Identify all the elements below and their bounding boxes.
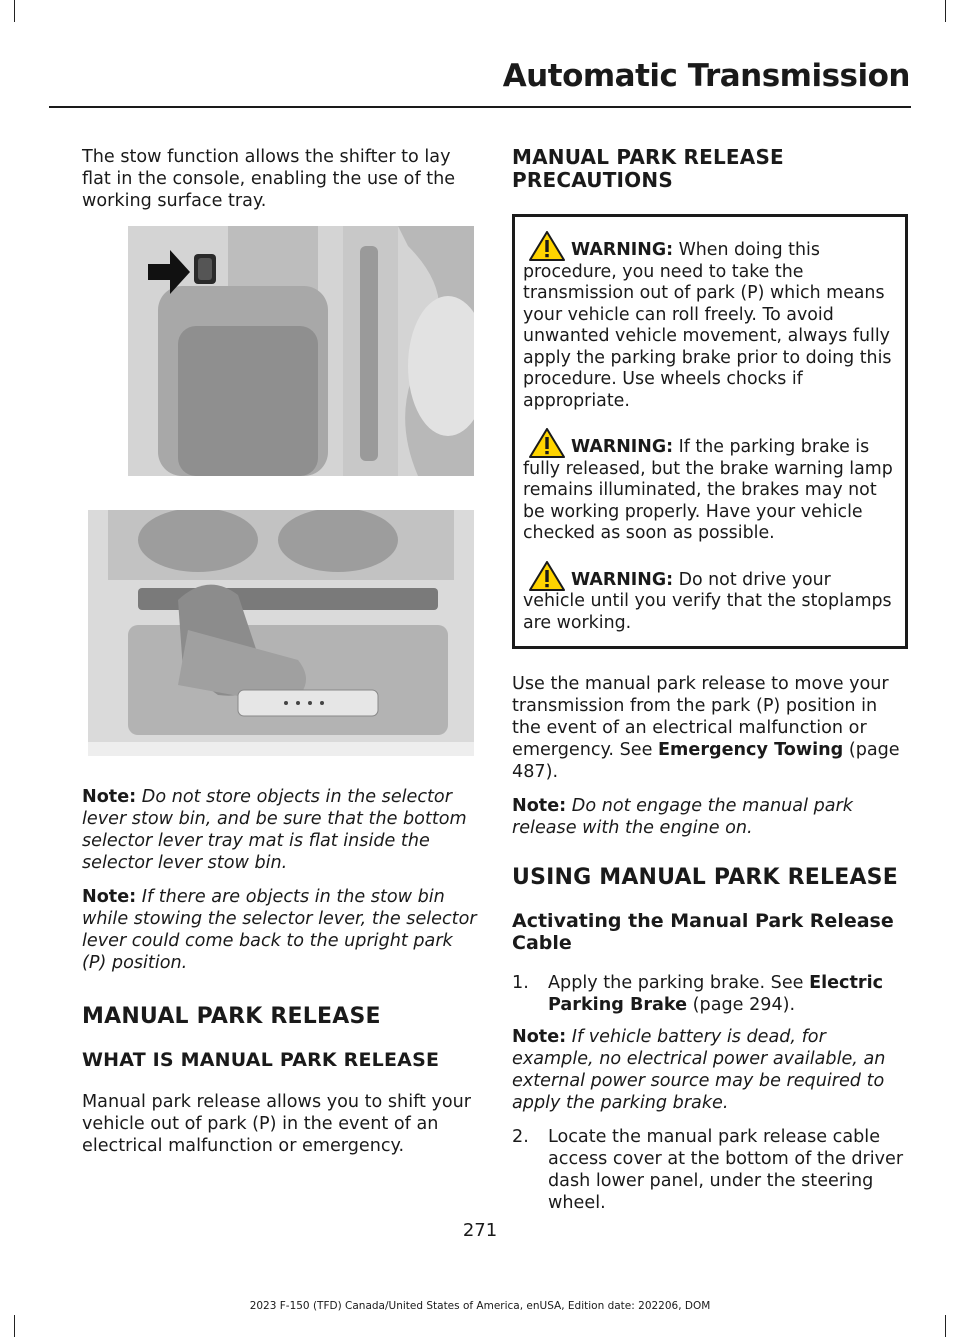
crop-mark xyxy=(945,0,946,22)
warning-triangle-icon xyxy=(529,428,565,458)
note-engine-on: Note: Do not engage the manual park release with the engine on. xyxy=(512,796,853,838)
note-stow-objects: Note: If there are objects in the stow bin while stowing the selector lever, the selector lever could come back to the upright park (P) position. xyxy=(82,887,477,973)
note-battery-dead: Note: If vehicle battery is dead, for example, no electrical power available, an external power source may be required to apply the parking brake. xyxy=(512,1027,886,1113)
subsection-title-activating: Activating the Manual Park Release Cable xyxy=(512,910,894,954)
stow-button-figure xyxy=(128,226,474,476)
page-title: Automatic Transmission xyxy=(502,58,910,94)
emergency-towing-link[interactable]: Emergency Towing xyxy=(658,740,844,760)
subsection-title-what-is: WHAT IS MANUAL PARK RELEASE xyxy=(82,1049,440,1071)
usage-paragraph: Use the manual park release to move your transmission from the park (P) position in the event of an electrical malfunction or emergency. See Emergency Towing (page 487). xyxy=(512,674,900,782)
footer-edition-info: 2023 F-150 (TFD) Canada/United States of America, enUSA, Edition date: 202206, DOM xyxy=(249,1300,711,1312)
manual-park-release-description: Manual park release allows you to shift your vehicle out of park (P) in the event of an electrical malfunction or emergency. xyxy=(82,1092,472,1156)
warning-triangle-icon xyxy=(529,231,565,261)
shifter-figure xyxy=(88,510,474,756)
warning-item: WARNING: When doing this procedure, you need to take the transmission out of park (P) which means your vehicle can roll freely. To avoid unwanted vehicle movement, always fully apply the parking brake prior to doing this procedure. Use wheels chocks if appropriate. xyxy=(523,231,897,412)
left-column xyxy=(82,146,478,1169)
step-2: 2. Locate the manual park release cable access cover at the bottom of the driver dash lower panel, under the steering wheel. xyxy=(512,1127,904,1213)
electric-parking-brake-link[interactable]: Electric Parking Brake xyxy=(548,973,884,1015)
step-1: 1. Apply the parking brake. See Electric Parking Brake (page 294). xyxy=(512,973,884,1015)
crop-mark xyxy=(14,1315,15,1337)
intro-paragraph: The stow function allows the shifter to lay flat in the console, enabling the use of the working surface tray. xyxy=(82,147,456,211)
header-rule xyxy=(49,106,911,108)
warning-item: WARNING: Do not drive your vehicle until you verify that the stoplamps are working. xyxy=(523,561,897,635)
section-title-using: USING MANUAL PARK RELEASE xyxy=(512,865,898,890)
warning-item: WARNING: If the parking brake is fully released, but the brake warning lamp remains illuminated, the brakes may not be working properly. Have your vehicle checked as soon as possible. xyxy=(523,428,897,545)
crop-mark xyxy=(14,0,15,22)
section-title-manual-park-release: MANUAL PARK RELEASE xyxy=(82,1004,381,1029)
note-stow-bin: Note: Do not store objects in the selector lever stow bin, and be sure that the bottom selector lever tray mat is flat inside the selector lever stow bin. xyxy=(82,787,467,873)
warning-box xyxy=(512,214,908,649)
crop-mark xyxy=(945,1315,946,1337)
precautions-title: MANUAL PARK RELEASE PRECAUTIONS xyxy=(512,145,784,192)
warning-triangle-icon xyxy=(529,561,565,591)
right-column xyxy=(512,146,908,1224)
page-number: 271 xyxy=(462,1220,498,1241)
